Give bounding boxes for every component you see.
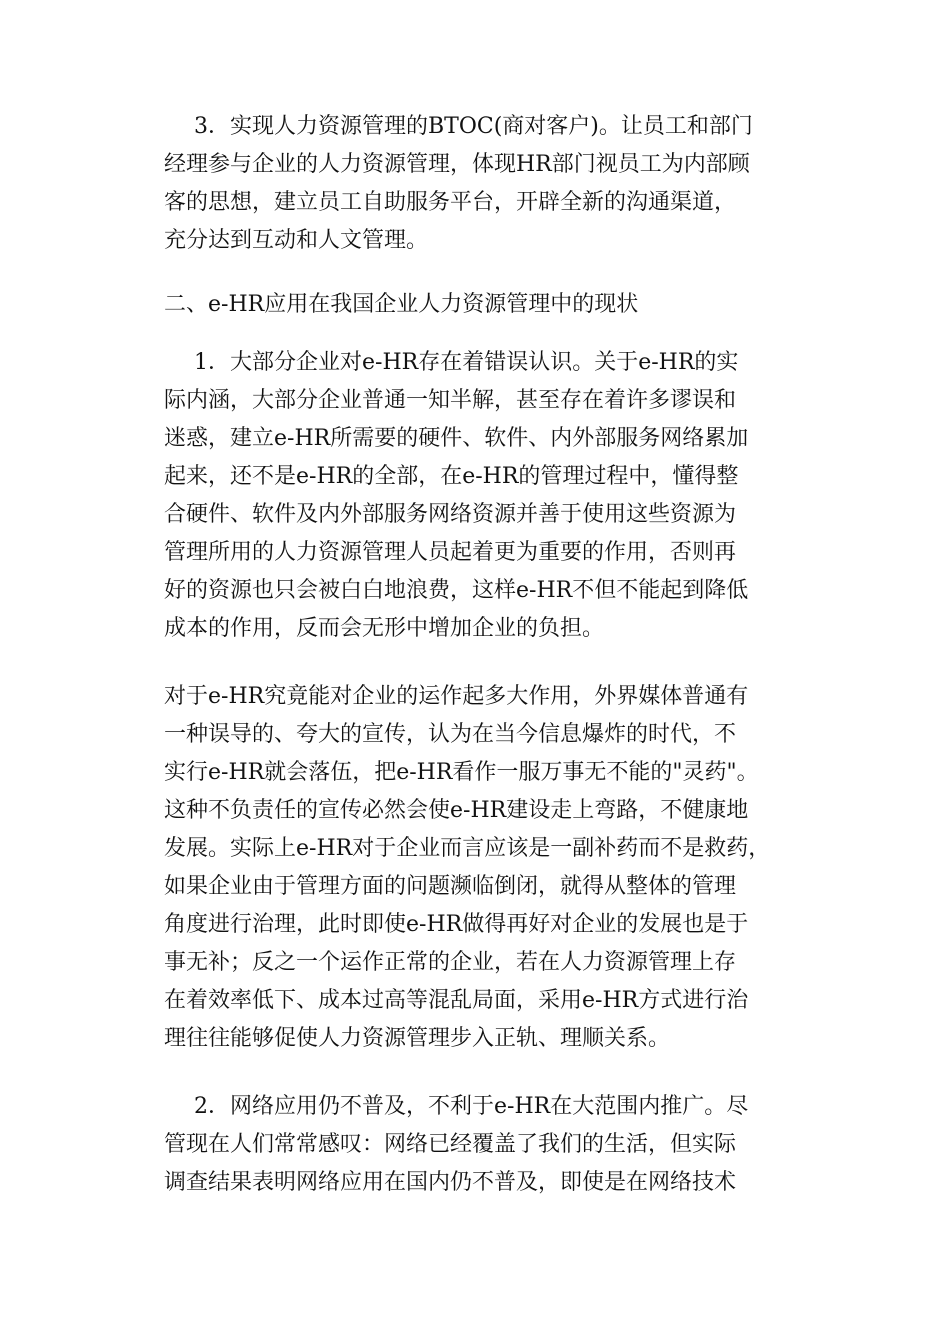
text-line: 2．网络应用仍不普及，不利于e-HR在大范围内推广。尽 (194, 1094, 749, 1119)
text-line: 成本的作用，反而会无形中增加企业的负担。 (164, 616, 605, 641)
text-line: 实行e-HR就会落伍，把e-HR看作一服万事无不能的"灵药"。 (164, 760, 759, 785)
paragraph-media (164, 678, 814, 1058)
text-line: 角度进行治理，此时即使e-HR做得再好对企业的发展也是于 (164, 912, 749, 937)
text-line: 经理参与企业的人力资源管理，体现HR部门视员工为内部顾 (164, 152, 750, 177)
text-line: 管现在人们常常感叹：网络已经覆盖了我们的生活，但实际 (164, 1132, 737, 1157)
text-line: 一种误导的、夸大的宣传，认为在当今信息爆炸的时代，不 (164, 722, 737, 747)
heading-line: 二、e-HR应用在我国企业人力资源管理中的现状 (164, 292, 639, 317)
text-line: 在着效率低下、成本过高等混乱局面，采用e-HR方式进行治 (164, 988, 749, 1013)
text-line: 管理所用的人力资源管理人员起着更为重要的作用，否则再 (164, 540, 737, 565)
text-line: 充分达到互动和人文管理。 (164, 228, 429, 253)
text-line: 起来，还不是e-HR的全部，在e-HR的管理过程中，懂得整 (164, 464, 739, 489)
text-line: 发展。实际上e-HR对于企业而言应该是一副补药而不是救药， (164, 836, 771, 861)
text-line: 调查结果表明网络应用在国内仍不普及，即使是在网络技术 (164, 1170, 737, 1195)
paragraph-misconception (164, 344, 814, 648)
section-heading (164, 286, 814, 324)
text-line: 合硬件、软件及内外部服务网络资源并善于使用这些资源为 (164, 502, 737, 527)
text-line: 1．大部分企业对e-HR存在着错误认识。关于e-HR的实 (194, 350, 739, 375)
paragraph-btoc (164, 108, 814, 260)
text-line: 迷惑，建立e-HR所需要的硬件、软件、内外部服务网络累加 (164, 426, 749, 451)
text-line: 对于e-HR究竟能对企业的运作起多大作用，外界媒体普通有 (164, 684, 749, 709)
text-line: 事无补；反之一个运作正常的企业，若在人力资源管理上存 (164, 950, 737, 975)
text-line: 如果企业由于管理方面的问题濒临倒闭，就得从整体的管理 (164, 874, 737, 899)
text-line: 客的思想，建立员工自助服务平台，开辟全新的沟通渠道， (164, 190, 737, 215)
text-line: 好的资源也只会被白白地浪费，这样e-HR不但不能起到降低 (164, 578, 749, 603)
text-line: 际内涵，大部分企业普通一知半解，甚至存在着许多谬误和 (164, 388, 737, 413)
paragraph-network (164, 1088, 814, 1202)
text-line: 3．实现人力资源管理的BTOC(商对客户)。让员工和部门 (194, 114, 753, 139)
text-line: 理往往能够促使人力资源管理步入正轨、理顺关系。 (164, 1026, 671, 1051)
text-line: 这种不负责任的宣传必然会使e-HR建设走上弯路，不健康地 (164, 798, 749, 823)
